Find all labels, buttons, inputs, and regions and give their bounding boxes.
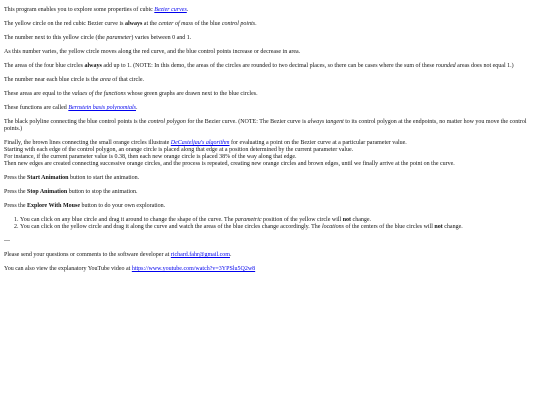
list-item: 2. You can click on the yellow circle and drag it along the curve and watch the areas of the blue circles change accordingly. The locations of the centers of the blue circles will not change. xyxy=(20,224,536,231)
email-link[interactable]: richard.fahr@gmail.com xyxy=(170,252,230,258)
intro-paragraph: This program enables you to explore some properties of cubic Bezier curves. xyxy=(4,7,189,13)
explore-paragraph: Press the Explore With Mouse button to do your own exploration. xyxy=(4,203,166,209)
video-paragraph: You can also view the explanatory YouTube video at https://www.youtube.com/watch?v=3YPSlu5Q2w8 xyxy=(4,266,256,272)
bernstein-link[interactable]: Bernstein basis polynomials xyxy=(68,105,136,111)
decasteljau-line-2: Starting with each edge of the control polygon, an orange circle is placed along that edge at a position determined by the current parameter value. xyxy=(4,147,354,153)
youtube-link[interactable]: https://www.youtube.com/watch?v=3YPSlu5Q2w8 xyxy=(131,266,256,272)
decasteljau-line-3: For instance, if the current parameter value is 0.38, then each new orange circle is placed 38% of the way along that edge. xyxy=(4,154,297,160)
decasteljau-link[interactable]: DeCasteljau's algorithm xyxy=(170,140,230,146)
start-animation-paragraph: Press the Start Animation button to start the animation. xyxy=(4,175,140,181)
decasteljau-line-4: Then new edges are created connecting successive orange circles, and the process is repeated, creating new orange circles and brown edges, until we finally arrive at the point on the curve. xyxy=(4,161,455,167)
separator: --- xyxy=(4,238,10,244)
contact-paragraph: Please send your questions or comments to the software developer at richard.fahr@gmail.com. xyxy=(4,252,232,258)
bernstein-paragraph: These functions are called Bernstein basis polynomials. xyxy=(4,105,138,111)
instructions-list xyxy=(4,217,536,231)
list-item: 1. You can click on any blue circle and drag it around to change the shape of the curve. The parametric position of the yellow circle will not change. xyxy=(20,217,536,224)
function-values-paragraph: These areas are equal to the values of the functions whose green graphs are drawn next to the blue circles. xyxy=(4,91,258,97)
area-number-paragraph: The number near each blue circle is the area of that circle. xyxy=(4,77,145,83)
yellow-circle-paragraph: The yellow circle on the red cubic Bezier curve is always at the center of mass of the blue control points. xyxy=(4,21,257,27)
areas-paragraph: The areas of the four blue circles always add up to 1. (NOTE: In this demo, the areas of the circles are rounded to two decimal places, so there can be cases where the sum of these rounded areas does not equal 1.) xyxy=(4,63,514,69)
bezier-curves-link[interactable]: Bezier curves xyxy=(154,7,187,13)
decasteljau-paragraph xyxy=(4,140,536,168)
decasteljau-line-1: Finally, the brown lines connecting the small orange circles illustrate DeCasteljau's algorithm for evaluating a point on the Bezier curve at a particular parameter value. xyxy=(4,140,407,146)
varies-paragraph: As this number varies, the yellow circle moves along the red curve, and the blue control points increase or decrease in area. xyxy=(4,49,301,55)
control-polygon-paragraph: The black polyline connecting the blue control points is the control polygon for the Bezier curve. (NOTE: The Bezier curve is always tangent to its control polygon at the endpoints, no matter how you move the control points.) xyxy=(4,119,527,132)
stop-animation-paragraph: Press the Stop Animation button to stop the animation. xyxy=(4,189,138,195)
parameter-paragraph: The number next to this yellow circle (the parameter) varies between 0 and 1. xyxy=(4,35,192,41)
